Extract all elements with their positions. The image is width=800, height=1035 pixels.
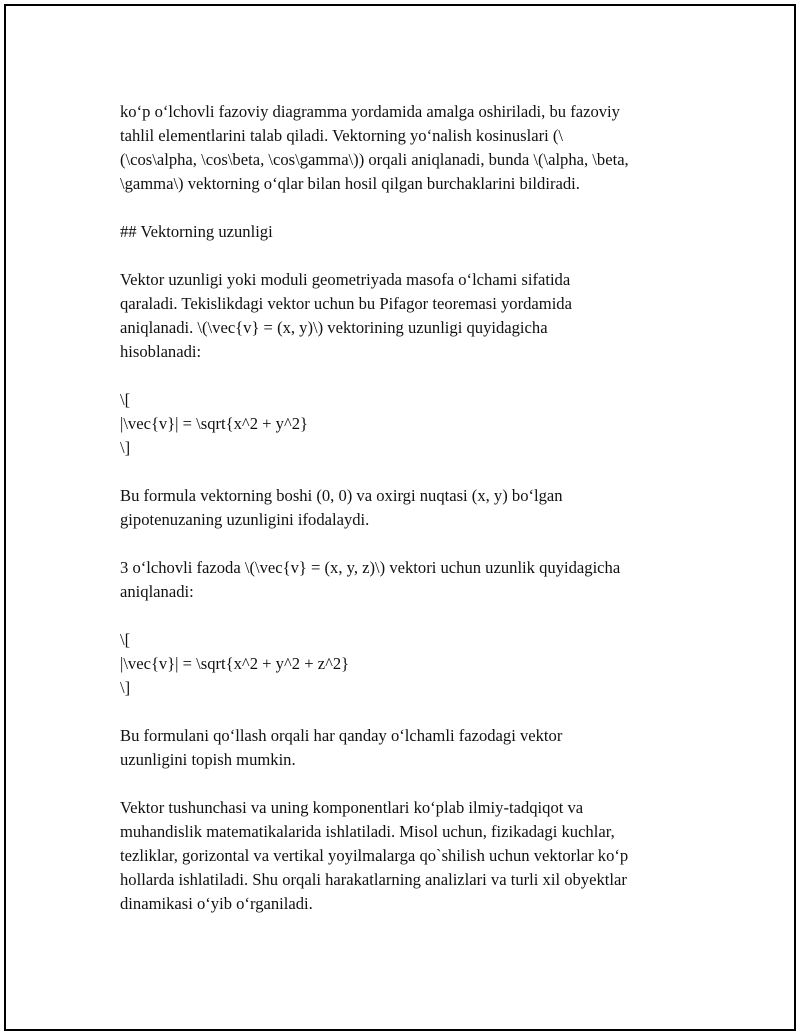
paragraph-vector-length-2d [120,268,700,364]
formula-line: \] [120,438,131,457]
paragraph-3d-intro [120,556,700,604]
formula-line: \[ [120,630,131,649]
page-border [4,4,796,1031]
text-line: aniqlanadi: [120,582,194,601]
section-heading [120,220,700,244]
text-line: uzunligini topish mumkin. [120,750,296,769]
paragraph-direction-cosines [120,100,700,196]
document-body [120,100,700,940]
text-line: muhandislik matematikalarida ishlatiladi. Misol uchun, fizikadagi kuchlar, [120,822,615,841]
text-line: (\cos\alpha, \cos\beta, \cos\gamma\)) orqali aniqlanadi, bunda \(\alpha, \beta, [120,150,629,169]
paragraph-applications [120,796,700,916]
formula-line: \[ [120,390,131,409]
formula-3d-length [120,628,700,700]
text-line: \gamma\) vektorning o‘qlar bilan hosil qilgan burchaklarini bildiradi. [120,174,580,193]
formula-line: \] [120,678,131,697]
text-line: 3 o‘lchovli fazoda \(\vec{v} = (x, y, z)\) vektori uchun uzunlik quyidagicha [120,558,621,577]
paragraph-formula-explanation [120,484,700,532]
formula-2d-length [120,388,700,460]
formula-line: |\vec{v}| = \sqrt{x^2 + y^2 + z^2} [120,654,350,673]
formula-line: |\vec{v}| = \sqrt{x^2 + y^2} [120,414,309,433]
text-line: Vektor tushunchasi va uning komponentlari ko‘plab ilmiy-tadqiqot va [120,798,584,817]
text-line: tahlil elementlarini talab qiladi. Vektorning yo‘nalish kosinuslari (\ [120,126,564,145]
text-line: qaraladi. Tekislikdagi vektor uchun bu Pifagor teoremasi yordamida [120,294,572,313]
text-line: hollarda ishlatiladi. Shu orqali harakatlarning analizlari va turli xil obyektlar [120,870,627,889]
text-line: Vektor uzunligi yoki moduli geometriyada masofa o‘lchami sifatida [120,270,571,289]
text-line: Bu formula vektorning boshi (0, 0) va oxirgi nuqtasi (x, y) bo‘lgan [120,486,563,505]
text-line: dinamikasi o‘yib o‘rganiladi. [120,894,313,913]
text-line: hisoblanadi: [120,342,202,361]
text-line: tezliklar, gorizontal va vertikal yoyilmalarga qo`shilish uchun vektorlar ko‘p [120,846,629,865]
text-line: aniqlanadi. \(\vec{v} = (x, y)\) vektorining uzunligi quyidagicha [120,318,548,337]
paragraph-any-dimension [120,724,700,772]
heading-line: ## Vektorning uzunligi [120,222,273,241]
text-line: gipotenuzaning uzunligini ifodalaydi. [120,510,370,529]
text-line: Bu formulani qo‘llash orqali har qanday o‘lchamli fazodagi vektor [120,726,563,745]
text-line: ko‘p o‘lchovli fazoviy diagramma yordamida amalga oshiriladi, bu fazoviy [120,102,620,121]
